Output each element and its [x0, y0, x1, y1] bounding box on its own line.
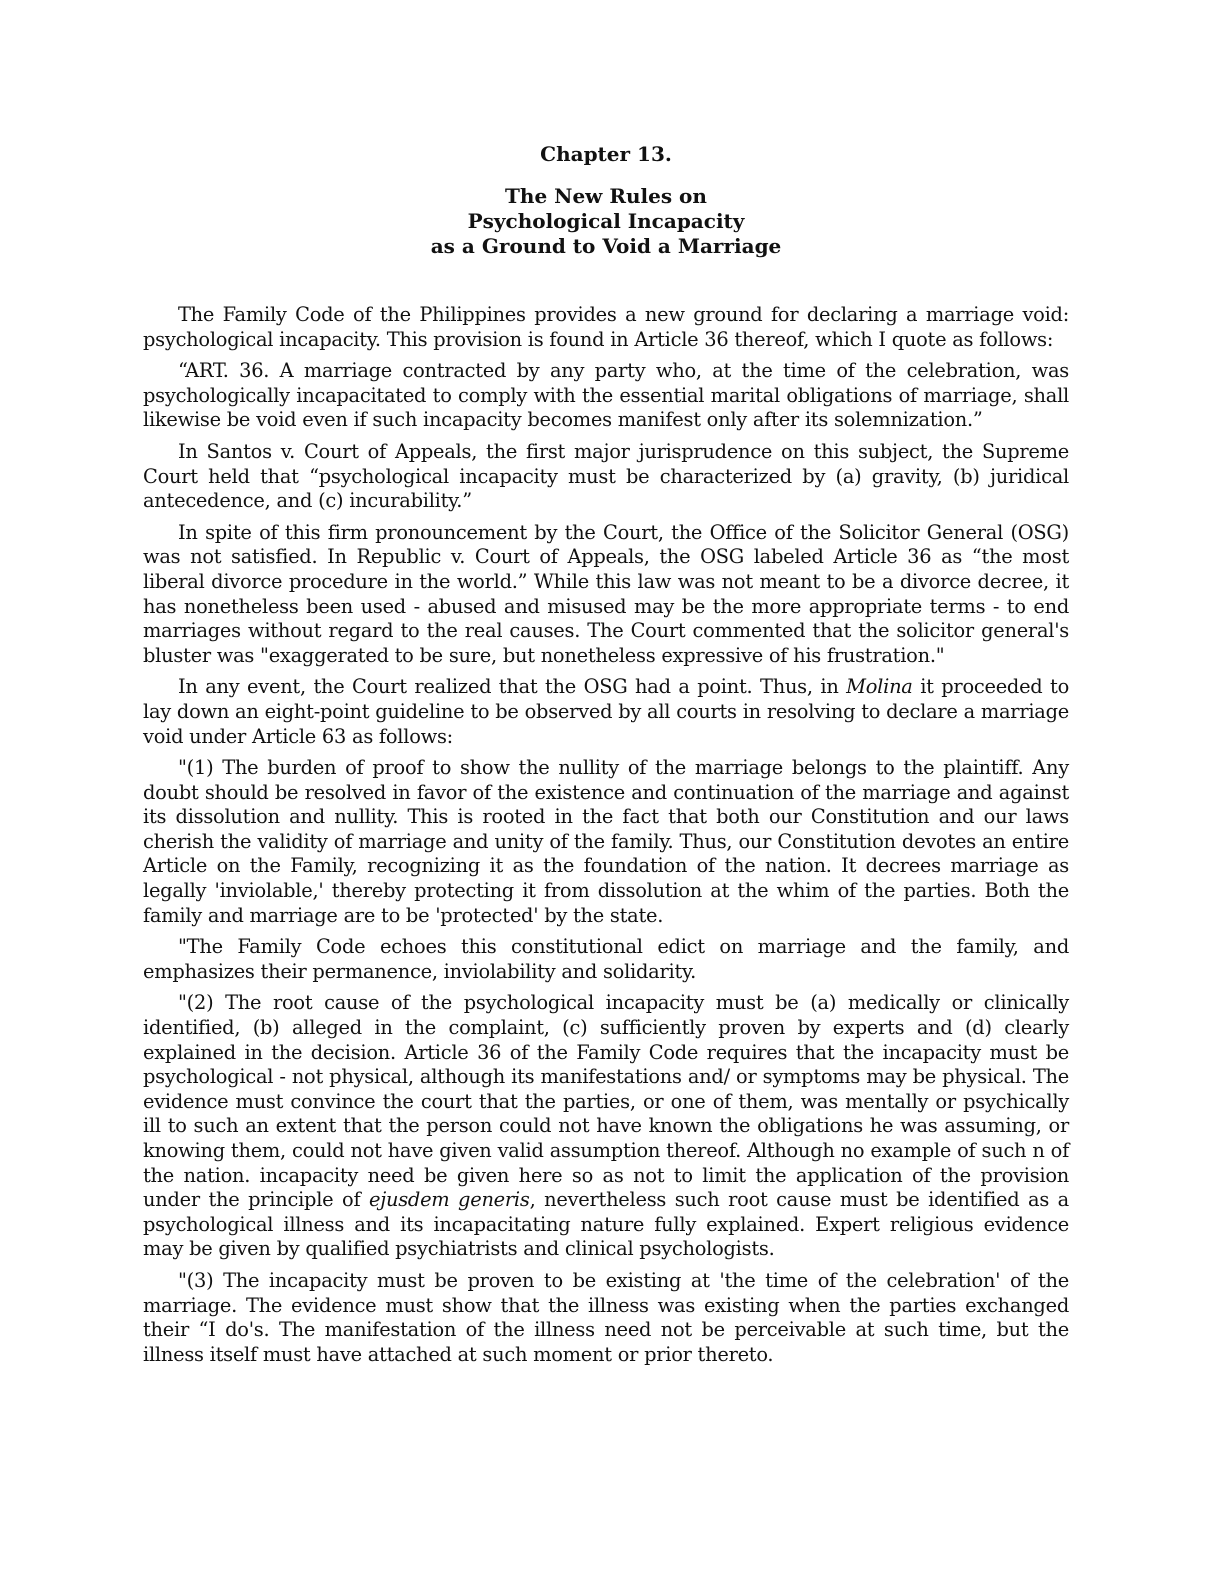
chapter-title — [143, 184, 1069, 259]
paragraph-guideline-2-text-end: , nevertheless such root cause must be identified as a psychological illness and its incapacitating nature fully explained. Expert religious evidence may be given by qualified psychiatrists and clinical psychologists. — [143, 1188, 1069, 1261]
paragraph-osg: In spite of this firm pronouncement by the Court, the Office of the Solicitor General (OSG) was not satisfied. In Republic v. Court of Appeals, the OSG labeled Article 36 as “the most liberal divorce procedure in the world.” While this law was not meant to be a divorce decree, it has nonetheless been used - abused and misused may be the more appropriate terms - to end marriages without regard to the real causes. The Court commented that the solicitor general's bluster was "exaggerated to be sure, but nonetheless expressive of his frustration." — [143, 520, 1069, 667]
chapter-title-line-2: Psychological Incapacity — [467, 209, 745, 233]
paragraph-article-36: “ART. 36. A marriage contracted by any party who, at the time of the celebration, was psychologically incapacitated to comply with the essential marital obligations of marriage, shall likewise be void even if such incapacity becomes manifest only after its solemnization.” — [143, 359, 1069, 432]
paragraph-guideline-2-text-start: "(2) The root cause of the psychological incapacity must be (a) medically or clinically identified, (b) alleged in the complaint, (c) sufficiently proven by experts and (d) clearly explained in the decision. Article 36 of the Family Code requires that the incapacity must be psychological - not physical, although its manifestations and/ or symptoms may be physical. The evidence must convince the court that the parties, or one of them, was mentally or psychically ill to such an extent that the person could not have known the obligations he was assuming, or knowing them, could not have given valid assumption thereof. Although no example of such n of the nation. incapacity need be given here so as not to limit the application of the provision under the principle of — [143, 991, 1069, 1212]
case-name-molina: Molina — [846, 675, 913, 699]
paragraph-guideline-2 — [143, 991, 1069, 1262]
paragraph-santos: In Santos v. Court of Appeals, the first major jurisprudence on this subject, the Supreme Court held that “psychological incapacity must be characterized by (a) gravity, (b) juridical antecedence, and (c) incurability.” — [143, 439, 1069, 513]
paragraph-molina-text-end: it proceeded to lay down an eight-point guideline to be observed by all courts in resolving to declare a marriage void under Article 63 as follows: — [143, 675, 1070, 748]
paragraph-guideline-3: "(3) The incapacity must be proven to be existing at 'the time of the celebration' of the marriage. The evidence must show that the illness was existing when the parties exchanged their “I do's. The manifestation of the illness need not be perceivable at such time, but the illness itself must have attached at such moment or prior thereto. — [143, 1268, 1069, 1366]
chapter-title-line-1: The New Rules on — [505, 184, 707, 208]
paragraph-molina — [143, 675, 1069, 749]
document-page — [143, 140, 1069, 1374]
chapter-title-line-3: as a Ground to Void a Marriage — [430, 234, 782, 258]
paragraph-guideline-1: "(1) The burden of proof to show the nullity of the marriage belongs to the plaintiff. Any doubt should be resolved in favor of the existence and continuation of the marriage and against its dissolution and nullity. This is rooted in the fact that both our Constitution and our laws cherish the validity of marriage and unity of the family. Thus, our Constitution devotes an entire Article on the Family, recognizing it as the foundation of the nation. It decrees marriage as legally 'inviolable,' thereby protecting it from dissolution at the whim of the parties. Both the family and marriage are to be 'protected' by the state. — [143, 756, 1069, 927]
chapter-heading: Chapter 13. — [540, 142, 672, 166]
paragraph-family-code-echo: "The Family Code echoes this constitutional edict on marriage and the family, and emphasizes their permanence, inviolability and solidarity. — [143, 935, 1069, 983]
paragraph-molina-text-start: In any event, the Court realized that the OSG had a point. Thus, in — [178, 675, 847, 699]
latin-term-ejusdem-generis: ejusdem generis — [368, 1188, 530, 1212]
paragraph-intro: The Family Code of the Philippines provides a new ground for declaring a marriage void: psychological incapacity. This provision is found in Article 36 thereof, which I quote as follows: — [143, 303, 1069, 351]
